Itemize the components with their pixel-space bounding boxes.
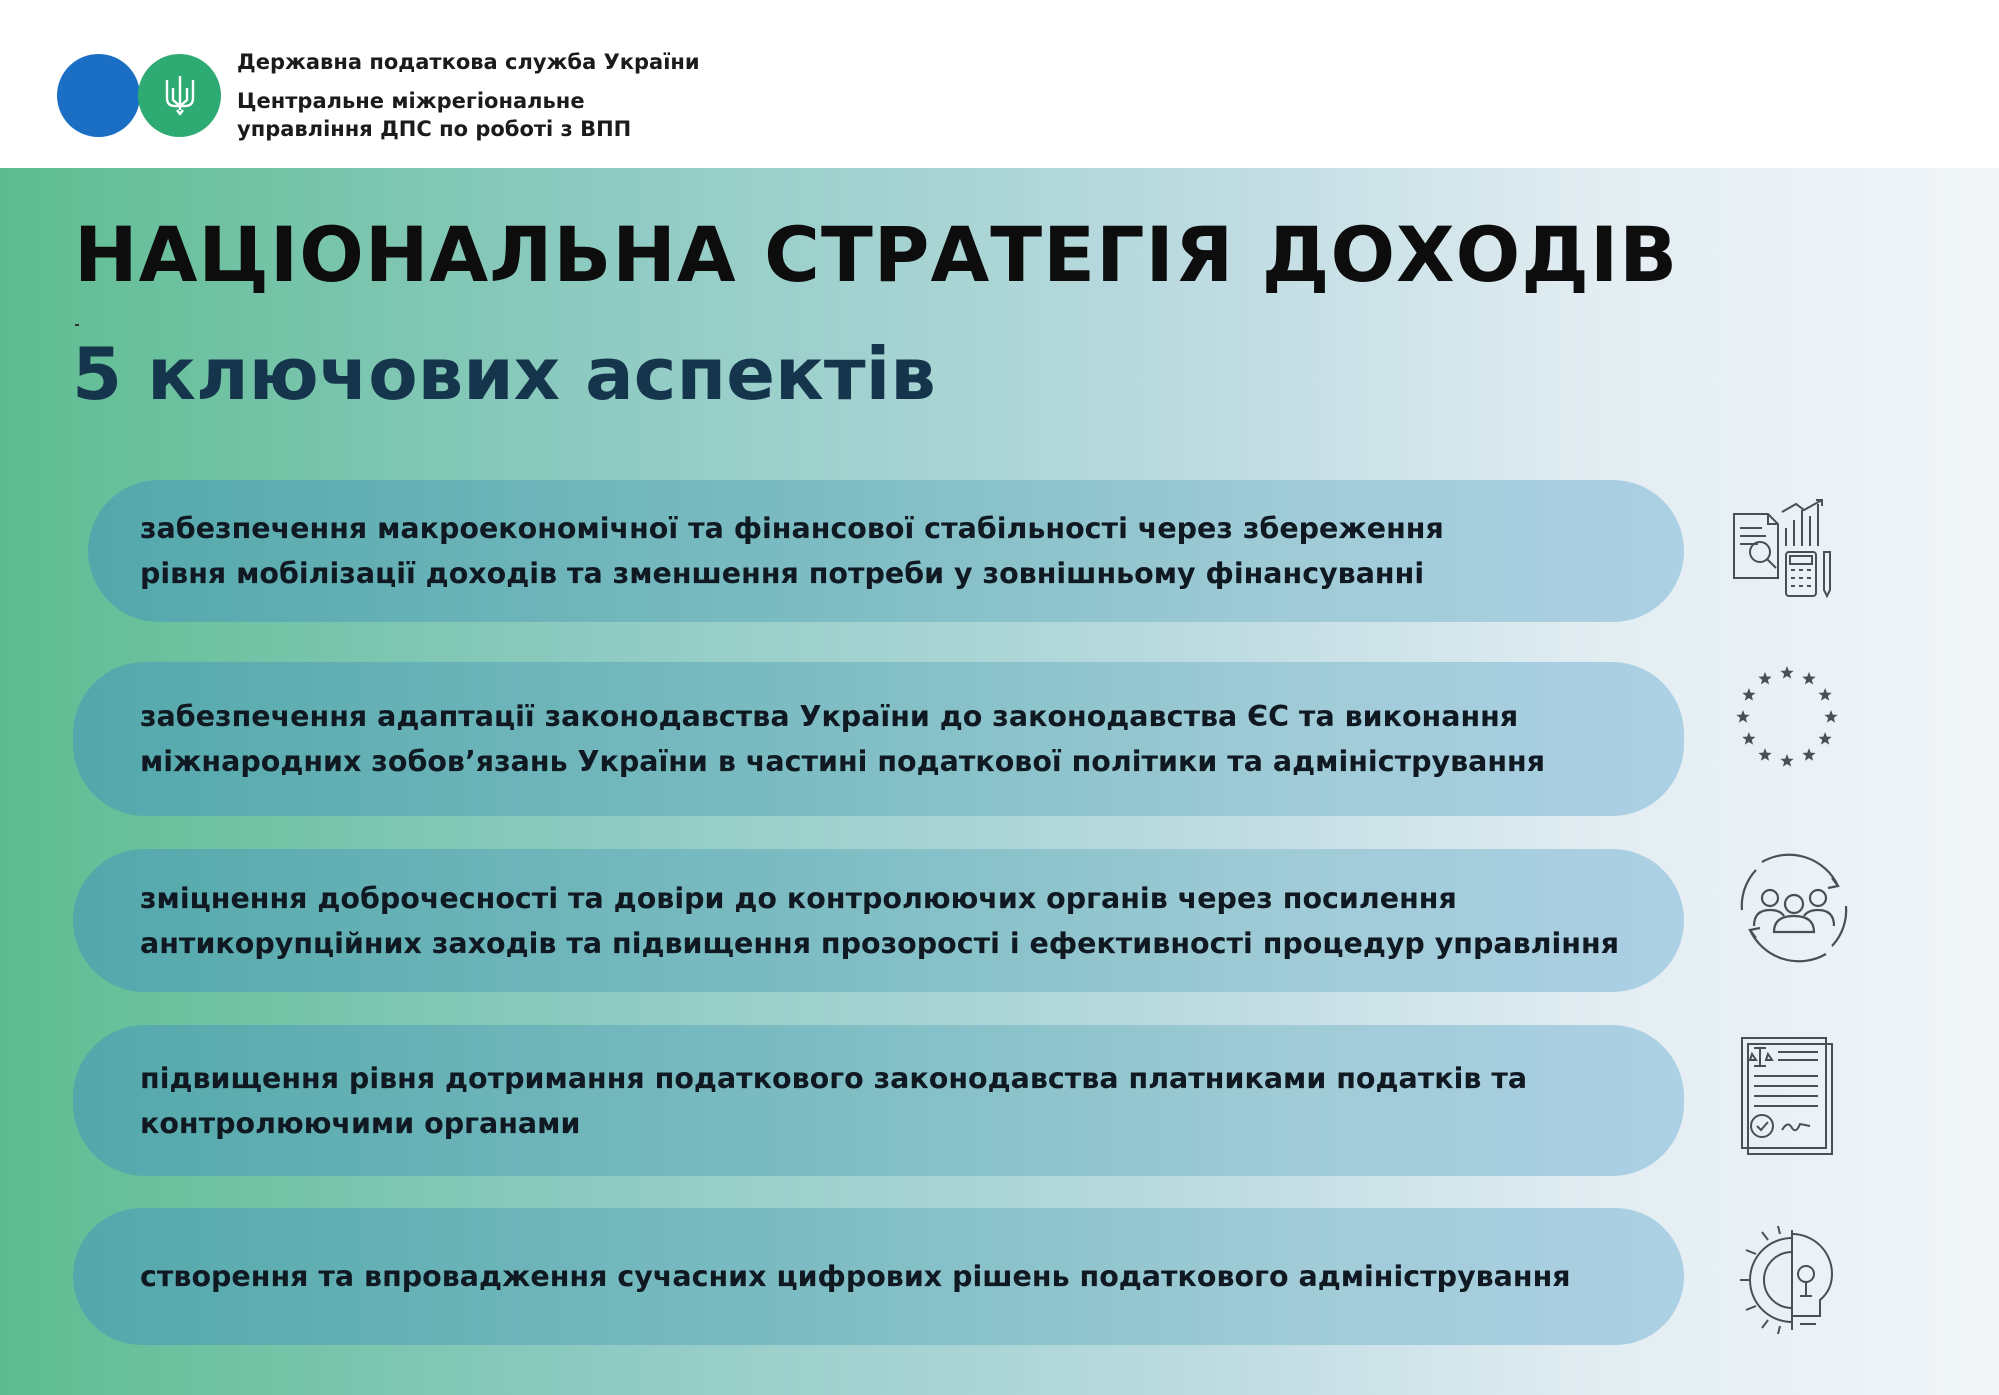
page-subtitle: 5 ключових аспектів [72, 332, 936, 416]
star-icon [1758, 748, 1771, 761]
aspect-line-1: забезпечення адаптації законодавства України до законодавства ЄС та виконання [140, 700, 1519, 733]
page-title: НАЦІОНАЛЬНА СТРАТЕГІЯ ДОХОДІВ [74, 210, 1679, 299]
star-icon [1818, 688, 1831, 701]
divider-mark [75, 324, 79, 326]
aspect-card-5 [73, 1208, 1684, 1345]
department-name [237, 87, 631, 143]
finance-analytics-icon [1730, 498, 1836, 602]
aspect-card-4 [73, 1025, 1684, 1176]
header [0, 0, 1999, 168]
aspect-card-1 [88, 480, 1684, 622]
star-icon [1736, 710, 1749, 723]
legal-document-icon [1738, 1034, 1842, 1160]
star-icon [1802, 748, 1815, 761]
star-icon [1742, 732, 1755, 745]
trident-icon [163, 72, 197, 120]
department-line-1: Центральне міжрегіональне [237, 89, 585, 113]
star-icon [1742, 688, 1755, 701]
aspect-text [140, 506, 1444, 596]
org-name: Державна податкова служба України [237, 50, 700, 74]
aspect-line-2: рівня мобілізації доходів та зменшення потреби у зовнішньому фінансуванні [140, 557, 1425, 590]
aspect-text [140, 1254, 1571, 1299]
star-icon [1758, 672, 1771, 685]
people-cycle-icon [1734, 848, 1854, 968]
aspect-card-2 [73, 662, 1684, 816]
logo-green-circle [138, 54, 221, 137]
star-icon [1818, 732, 1831, 745]
aspect-text [140, 876, 1619, 966]
star-icon [1802, 672, 1815, 685]
logo-blue-circle [57, 54, 140, 137]
aspect-line-2: контролюючими органами [140, 1106, 581, 1140]
aspect-line-1: створення та впровадження сучасних цифрових рішень податкового адміністрування [140, 1260, 1571, 1293]
star-icon [1780, 754, 1793, 767]
star-icon [1824, 710, 1837, 723]
aspect-line-2: міжнародних зобов’язань України в частині податкової політики та адміністрування [140, 745, 1546, 778]
gear-lightbulb-icon [1738, 1224, 1848, 1336]
aspect-text [140, 1056, 1527, 1146]
aspect-card-3 [73, 849, 1684, 992]
aspect-line-1: підвищення рівня дотримання податкового законодавства платниками податків та [140, 1061, 1528, 1095]
eu-stars-icon [1730, 660, 1844, 774]
aspect-line-1: зміцнення доброчесності та довіри до контролюючих органів через посилення [140, 881, 1457, 915]
aspect-text [140, 694, 1545, 784]
aspect-line-2: антикорупційних заходів та підвищення прозорості і ефективності процедур управління [140, 926, 1619, 960]
department-line-2: управління ДПС по роботі з ВПП [237, 117, 632, 141]
star-icon [1780, 666, 1793, 679]
aspect-line-1: забезпечення макроекономічної та фінансової стабільності через збереження [140, 512, 1444, 545]
